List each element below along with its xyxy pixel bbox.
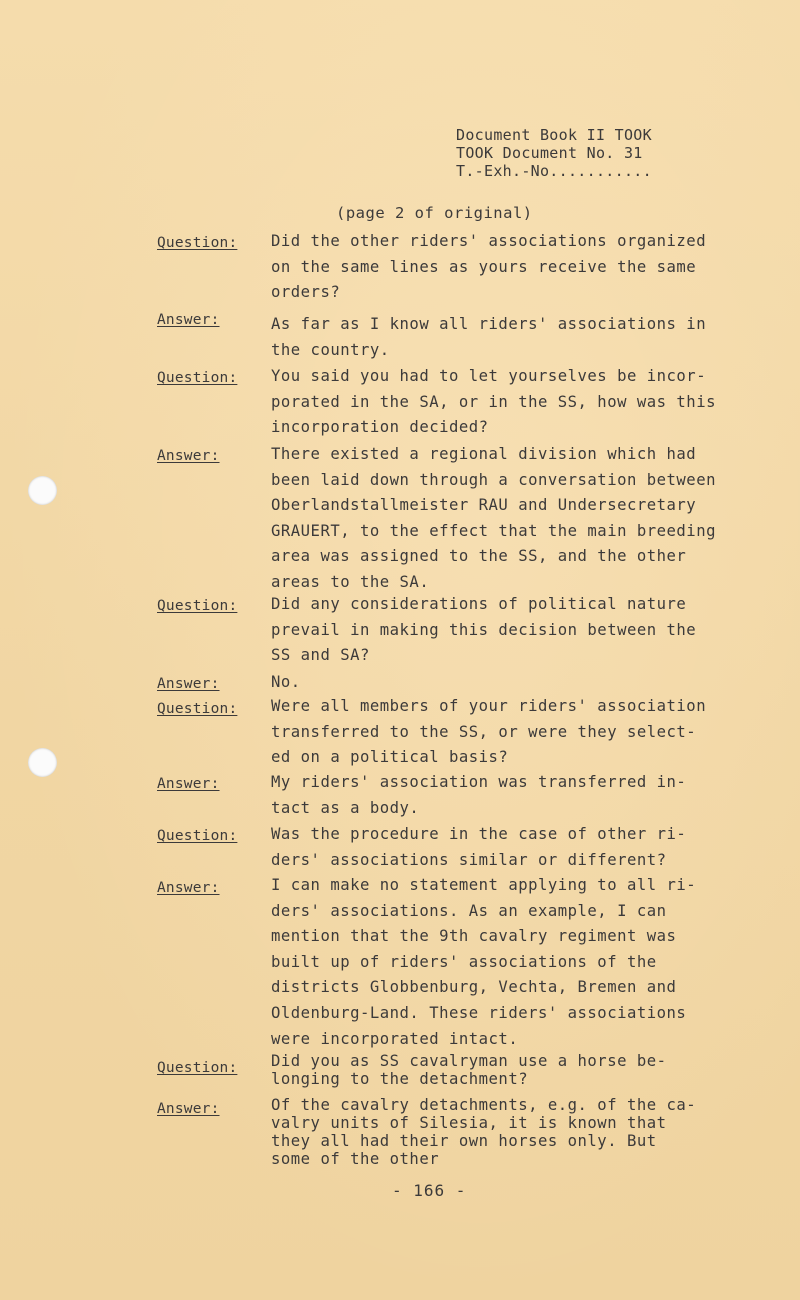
qa-label: Question: [157, 701, 238, 717]
qa-text [271, 822, 771, 873]
qa-text [271, 770, 771, 821]
qa-label: Question: [157, 598, 238, 614]
qa-text-line: the country. [271, 340, 390, 359]
qa-text-line: orders? [271, 283, 341, 302]
qa-text-line: No. [271, 673, 301, 691]
qa-label: Answer: [157, 676, 220, 692]
qa-text-line: Did the other riders' associations organized [271, 232, 707, 250]
qa-text-line: There existed a regional division which had [271, 445, 697, 463]
page-number: - 166 - [392, 1181, 467, 1200]
qa-text-line: ed on a political basis? [271, 748, 509, 767]
qa-text-line: You said you had to let yourselves be incor- [271, 367, 707, 385]
qa-text-line: longing to the detachment? [271, 1070, 529, 1088]
qa-text-line: tact as a body. [271, 798, 420, 817]
qa-text-line: areas to the SA. [271, 572, 430, 591]
qa-text-line: incorporation decided? [271, 418, 489, 437]
qa-text-line: Oberlandstallmeister RAU and Undersecretary [271, 496, 697, 515]
qa-text-line: Oldenburg-Land. These riders' associations [271, 1003, 687, 1022]
qa-label: Answer: [157, 776, 220, 792]
qa-label: Answer: [157, 312, 220, 328]
qa-text-line: mention that the 9th cavalry regiment was [271, 927, 677, 946]
qa-label: Question: [157, 370, 238, 386]
qa-text-line: ders' associations similar or different? [271, 850, 667, 869]
header-line-2: TOOK Document No. 31 [456, 144, 643, 162]
qa-text-line: Was the procedure in the case of other ri- [271, 825, 687, 843]
header-line-3: T.-Exh.-No........... [456, 162, 652, 180]
qa-text-line: been laid down through a conversation between [271, 470, 716, 489]
qa-text [271, 1052, 771, 1088]
qa-label: Answer: [157, 1101, 220, 1117]
page-note: (page 2 of original) [336, 204, 533, 222]
qa-text-line: on the same lines as yours receive the same [271, 257, 697, 276]
qa-text [271, 1096, 771, 1168]
header-line-1: Document Book II TOOK [456, 126, 652, 144]
qa-text [271, 694, 771, 771]
punch-hole-bottom [28, 748, 57, 777]
qa-text [271, 312, 771, 363]
qa-text [271, 670, 771, 696]
qa-text-line: SS and SA? [271, 646, 370, 665]
qa-text-line: Did any considerations of political nature [271, 595, 687, 613]
qa-label: Answer: [157, 448, 220, 464]
qa-text [271, 442, 771, 596]
qa-text-line: Did you as SS cavalryman use a horse be- [271, 1052, 667, 1070]
qa-text-line: As far as I know all riders' associations in [271, 315, 707, 333]
qa-label: Answer: [157, 880, 220, 896]
punch-hole-top [28, 476, 57, 505]
qa-text-line: built up of riders' associations of the [271, 952, 657, 971]
qa-label: Question: [157, 828, 238, 844]
qa-text-line: I can make no statement applying to all ri- [271, 876, 697, 894]
qa-text-line: were incorporated intact. [271, 1029, 519, 1048]
qa-text-line: ders' associations. As an example, I can [271, 901, 667, 920]
qa-label: Question: [157, 1060, 238, 1076]
qa-text [271, 229, 771, 306]
document-header [456, 126, 652, 180]
qa-label: Question: [157, 235, 238, 251]
qa-text-line: porated in the SA, or in the SS, how was this [271, 392, 716, 411]
qa-text-line: districts Globbenburg, Vechta, Bremen and [271, 978, 677, 997]
qa-text-line: prevail in making this decision between the [271, 620, 697, 639]
qa-text-line: some of the other [271, 1150, 440, 1168]
qa-text-line: area was assigned to the SS, and the other [271, 547, 687, 566]
qa-text [271, 592, 771, 669]
qa-text-line: valry units of Silesia, it is known that [271, 1114, 667, 1132]
qa-text-line: they all had their own horses only. But [271, 1132, 657, 1150]
qa-text-line: GRAUERT, to the effect that the main breeding [271, 521, 716, 540]
qa-text-line: Were all members of your riders' association [271, 697, 707, 715]
qa-text [271, 873, 771, 1052]
qa-text-line: Of the cavalry detachments, e.g. of the ca- [271, 1096, 697, 1114]
qa-text [271, 364, 771, 441]
qa-text-line: transferred to the SS, or were they select- [271, 722, 697, 741]
qa-text-line: My riders' association was transferred in- [271, 773, 687, 791]
